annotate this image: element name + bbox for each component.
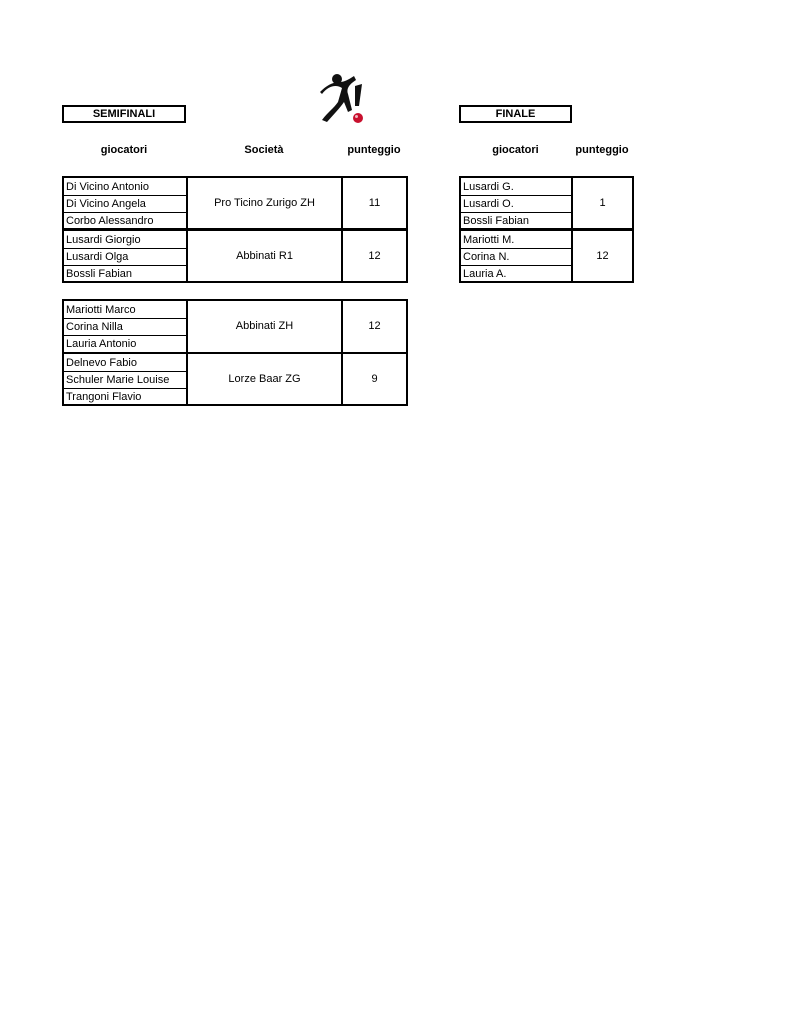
semi-match-1: [62, 176, 408, 230]
semifinali-title: SEMIFINALI: [62, 105, 186, 123]
player-name: Corina Nilla: [66, 321, 123, 333]
final-header-score: punteggio: [575, 144, 629, 156]
score: 12: [596, 250, 609, 262]
player-name: Lusardi G.: [463, 181, 514, 193]
semi-match-4: [62, 352, 408, 406]
player-name: Bossli Fabian: [463, 215, 530, 227]
club-name: Pro Ticino Zurigo ZH: [214, 197, 315, 209]
semi-match-3: [62, 299, 408, 354]
player-name: Di Vicino Antonio: [66, 181, 149, 193]
player-name: Lusardi Giorgio: [66, 234, 141, 246]
final-match-1: [459, 176, 634, 230]
player-name: Lauria Antonio: [66, 338, 137, 350]
score: 12: [368, 320, 381, 332]
club-name: Abbinati ZH: [235, 320, 294, 332]
player-name: Corbo Alessandro: [66, 215, 154, 227]
semi-match-2: [62, 229, 408, 283]
player-name: Delnevo Fabio: [66, 357, 137, 369]
semi-header-players: giocatori: [100, 144, 148, 156]
player-name: Mariotti M.: [463, 234, 515, 246]
player-name: Mariotti Marco: [66, 304, 136, 316]
player-name: Lauria A.: [463, 268, 507, 280]
finale-title: FINALE: [459, 105, 572, 123]
semi-header-club: Società: [244, 144, 284, 156]
score: 9: [371, 373, 378, 385]
player-name: Lusardi Olga: [66, 251, 129, 263]
player-name: Bossli Fabian: [66, 268, 133, 280]
score: 12: [368, 250, 381, 262]
semi-header-score: punteggio: [347, 144, 401, 156]
player-name: Lusardi O.: [463, 198, 514, 210]
player-name: Trangoni Flavio: [66, 391, 142, 403]
final-header-players: giocatori: [492, 144, 539, 156]
player-name: Di Vicino Angela: [66, 198, 146, 210]
club-name: Lorze Baar ZG: [228, 373, 301, 385]
player-name: Corina N.: [463, 251, 510, 263]
score: 11: [368, 197, 381, 209]
bowling-player-logo: [318, 72, 368, 126]
player-name: Schuler Marie Louise: [66, 374, 170, 386]
score: 1: [599, 197, 606, 209]
club-name: Abbinati R1: [236, 250, 293, 262]
final-match-2: [459, 229, 634, 283]
